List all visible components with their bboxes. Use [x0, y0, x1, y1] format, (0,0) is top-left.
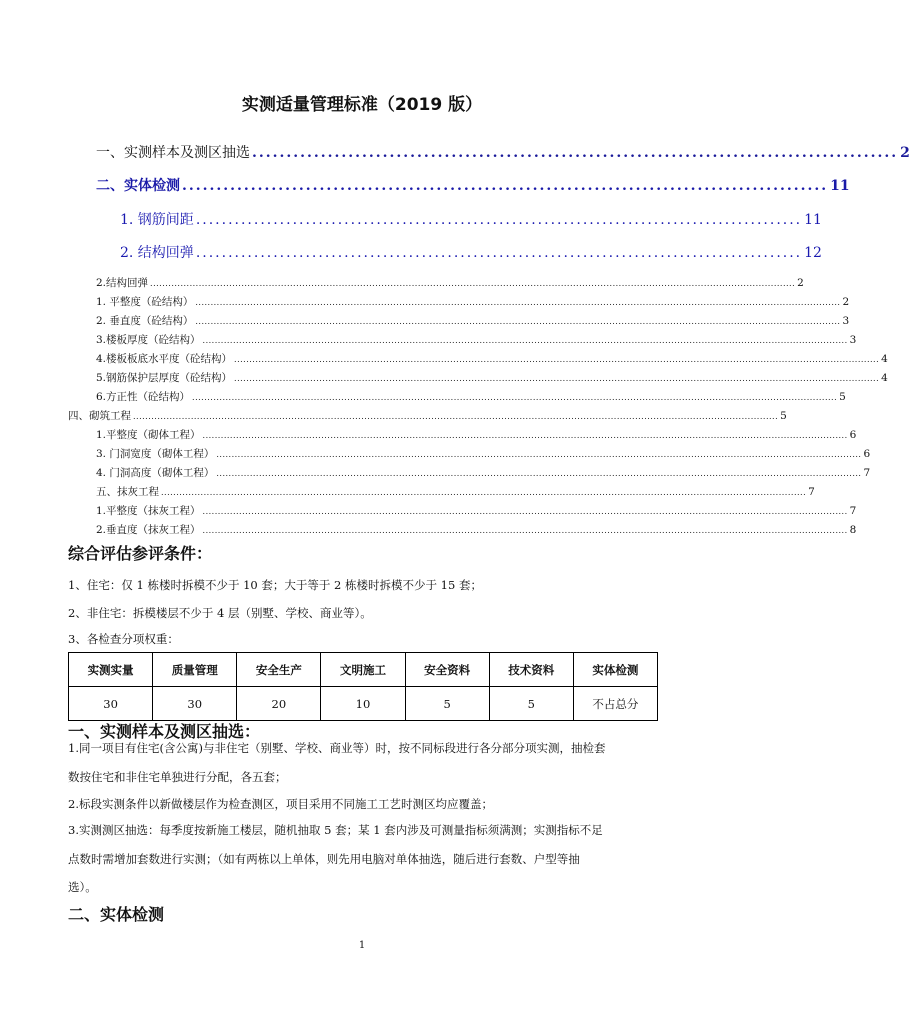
- table-header-row: [69, 653, 658, 687]
- toc-page: 8: [849, 524, 857, 536]
- toc-page: 3: [849, 334, 857, 346]
- toc-label: 一、实测样本及测区抽选: [96, 145, 250, 161]
- toc-page: 5: [839, 391, 846, 403]
- table-header-cell: 安全资料: [405, 653, 489, 687]
- toc-detail-item[interactable]: [68, 409, 787, 424]
- toc-page: 2: [842, 296, 850, 308]
- toc-detail-item[interactable]: [96, 371, 888, 386]
- toc-leader: ....................................................................................................................................................................................................................: [202, 336, 848, 345]
- toc-label: 2. 垂直度（砼结构）: [96, 315, 194, 327]
- toc-label: 五、抹灰工程: [96, 486, 159, 498]
- section-one-heading: 一、实测样本及测区抽选：: [68, 722, 261, 741]
- toc-leader: ....................................................................................................................................................................................................................: [161, 488, 807, 497]
- toc-leader: ....................................................................................................................................................................................................................: [133, 412, 779, 421]
- toc-leader: ..............................................................................................: [195, 212, 803, 228]
- document-title: 实测适量管理标准（2019 版）: [241, 95, 483, 115]
- toc-detail-item[interactable]: [96, 276, 804, 291]
- toc-leader: ....................................................................................................................................................................................................................: [195, 298, 841, 307]
- toc-page: 11: [830, 178, 850, 194]
- toc-page: 7: [849, 505, 857, 517]
- toc-detail-item[interactable]: [96, 295, 850, 310]
- toc-leader: ....................................................................................................................................................................................................................: [234, 355, 880, 364]
- toc-leader: ....................................................................................................................................................................................................................: [202, 526, 848, 535]
- toc-page: 11: [804, 212, 822, 228]
- toc-page: 2: [797, 277, 804, 289]
- toc-detail-item[interactable]: [96, 485, 815, 500]
- section-one-para-3c: 选）。: [68, 880, 97, 894]
- toc-leader: ..............................................................................................: [182, 178, 829, 194]
- toc-detail-item[interactable]: [96, 314, 850, 329]
- toc-page: 3: [842, 315, 850, 327]
- toc-leader: ....................................................................................................................................................................................................................: [150, 279, 796, 288]
- toc-detail-item[interactable]: [96, 390, 846, 405]
- toc-leader: ..............................................................................................: [195, 245, 803, 261]
- section-one-para-1a: 1.同一项目有住宅(含公寓)与非住宅（别墅、学校、商业等）时，按不同标段进行各分部分项实测，抽检套: [68, 741, 606, 755]
- toc-page: 4: [881, 353, 888, 365]
- toc-label: 四、砌筑工程: [68, 410, 131, 422]
- page-number: 1: [358, 940, 366, 951]
- toc-label: 2.结构回弹: [96, 277, 149, 289]
- toc-entry-rebar-spacing[interactable]: [120, 209, 822, 229]
- toc-label: 二、实体检测: [96, 178, 180, 194]
- section-one-para-3b: 点数时需增加套数进行实测；（如有两栋以上单体，则先用电脑对单体抽选，随后进行套数、户型等抽: [68, 852, 580, 866]
- table-header-cell: 质量管理: [153, 653, 237, 687]
- section-one-para-1b: 数按住宅和非住宅单独进行分配，各五套；: [68, 770, 287, 784]
- toc-page: 7: [808, 486, 815, 498]
- table-cell: 30: [153, 687, 237, 721]
- toc-leader: ....................................................................................................................................................................................................................: [216, 469, 862, 478]
- weights-table: [68, 652, 658, 721]
- toc-label: 2.垂直度（抹灰工程）: [96, 524, 201, 536]
- toc-page: 6: [863, 448, 871, 460]
- toc-label: 2. 结构回弹: [120, 245, 194, 261]
- toc-page: 5: [780, 410, 787, 422]
- toc-page: 12: [804, 245, 822, 261]
- toc-label: 4. 门洞高度（砌体工程）: [96, 467, 215, 479]
- table-cell: 20: [237, 687, 321, 721]
- toc-leader: ....................................................................................................................................................................................................................: [192, 393, 838, 402]
- table-header-cell: 文明施工: [321, 653, 405, 687]
- toc-label: 3.楼板厚度（砼结构）: [96, 334, 201, 346]
- toc-detail-item[interactable]: [96, 352, 888, 367]
- toc-label: 1.平整度（抹灰工程）: [96, 505, 201, 517]
- table-cell: 30: [69, 687, 153, 721]
- toc-page: 2: [900, 145, 910, 161]
- toc-leader: ..............................................................................................: [252, 145, 899, 161]
- table-cell: 不占总分: [573, 687, 657, 721]
- toc-detail-item[interactable]: [96, 333, 857, 348]
- eval-para-2: 2、非住宅：拆模楼层不少于 4 层（别墅、学校、商业等）。: [68, 606, 372, 620]
- eval-para-1: 1、住宅：仅 1 栋楼时拆模不少于 10 套；大于等于 2 栋楼时拆模不少于 15 套；: [68, 578, 482, 592]
- toc-detail-item[interactable]: [96, 523, 857, 538]
- table-cell: 5: [405, 687, 489, 721]
- toc-detail-item[interactable]: [96, 466, 871, 481]
- toc-leader: ....................................................................................................................................................................................................................: [216, 450, 862, 459]
- eval-heading: 综合评估参评条件：: [68, 544, 213, 563]
- toc-page: 7: [863, 467, 871, 479]
- table-cell: 5: [489, 687, 573, 721]
- toc-label: 1. 平整度（砼结构）: [96, 296, 194, 308]
- toc-leader: ....................................................................................................................................................................................................................: [234, 374, 880, 383]
- toc-detail-item[interactable]: [96, 428, 857, 443]
- table-header-cell: 实体检测: [573, 653, 657, 687]
- toc-page: 6: [849, 429, 857, 441]
- toc-label: 5.钢筋保护层厚度（砼结构）: [96, 372, 233, 384]
- table-cell: 10: [321, 687, 405, 721]
- toc-label: 6.方正性（砼结构）: [96, 391, 191, 403]
- toc-label: 1.平整度（砌体工程）: [96, 429, 201, 441]
- toc-leader: ....................................................................................................................................................................................................................: [202, 507, 848, 516]
- toc-page: 4: [881, 372, 888, 384]
- toc-leader: ....................................................................................................................................................................................................................: [202, 431, 848, 440]
- toc-entry-sampling[interactable]: [96, 142, 910, 162]
- section-one-para-3a: 3.实测测区抽选：每季度按新施工楼层，随机抽取 5 套；某 1 套内涉及可测量指标须满测；实测指标不足: [68, 823, 603, 837]
- section-two-heading: 二、实体检测: [68, 905, 165, 924]
- toc-detail-item[interactable]: [96, 447, 871, 462]
- toc-label: 1. 钢筋间距: [120, 212, 194, 228]
- eval-para-3: 3、各检查分项权重：: [68, 632, 179, 646]
- table-header-cell: 实测实量: [69, 653, 153, 687]
- toc-entry-rebound[interactable]: [120, 242, 822, 262]
- toc-label: 3. 门洞宽度（砌体工程）: [96, 448, 215, 460]
- section-one-para-2: 2.标段实测条件以新做楼层作为检查测区，项目采用不同施工工艺时测区均应覆盖；: [68, 797, 493, 811]
- table-header-cell: 安全生产: [237, 653, 321, 687]
- toc-leader: ....................................................................................................................................................................................................................: [195, 317, 841, 326]
- table-row: [69, 687, 658, 721]
- table-header-cell: 技术资料: [489, 653, 573, 687]
- toc-entry-entity-test[interactable]: [96, 175, 850, 195]
- toc-detail-item[interactable]: [96, 504, 857, 519]
- toc-label: 4.楼板板底水平度（砼结构）: [96, 353, 233, 365]
